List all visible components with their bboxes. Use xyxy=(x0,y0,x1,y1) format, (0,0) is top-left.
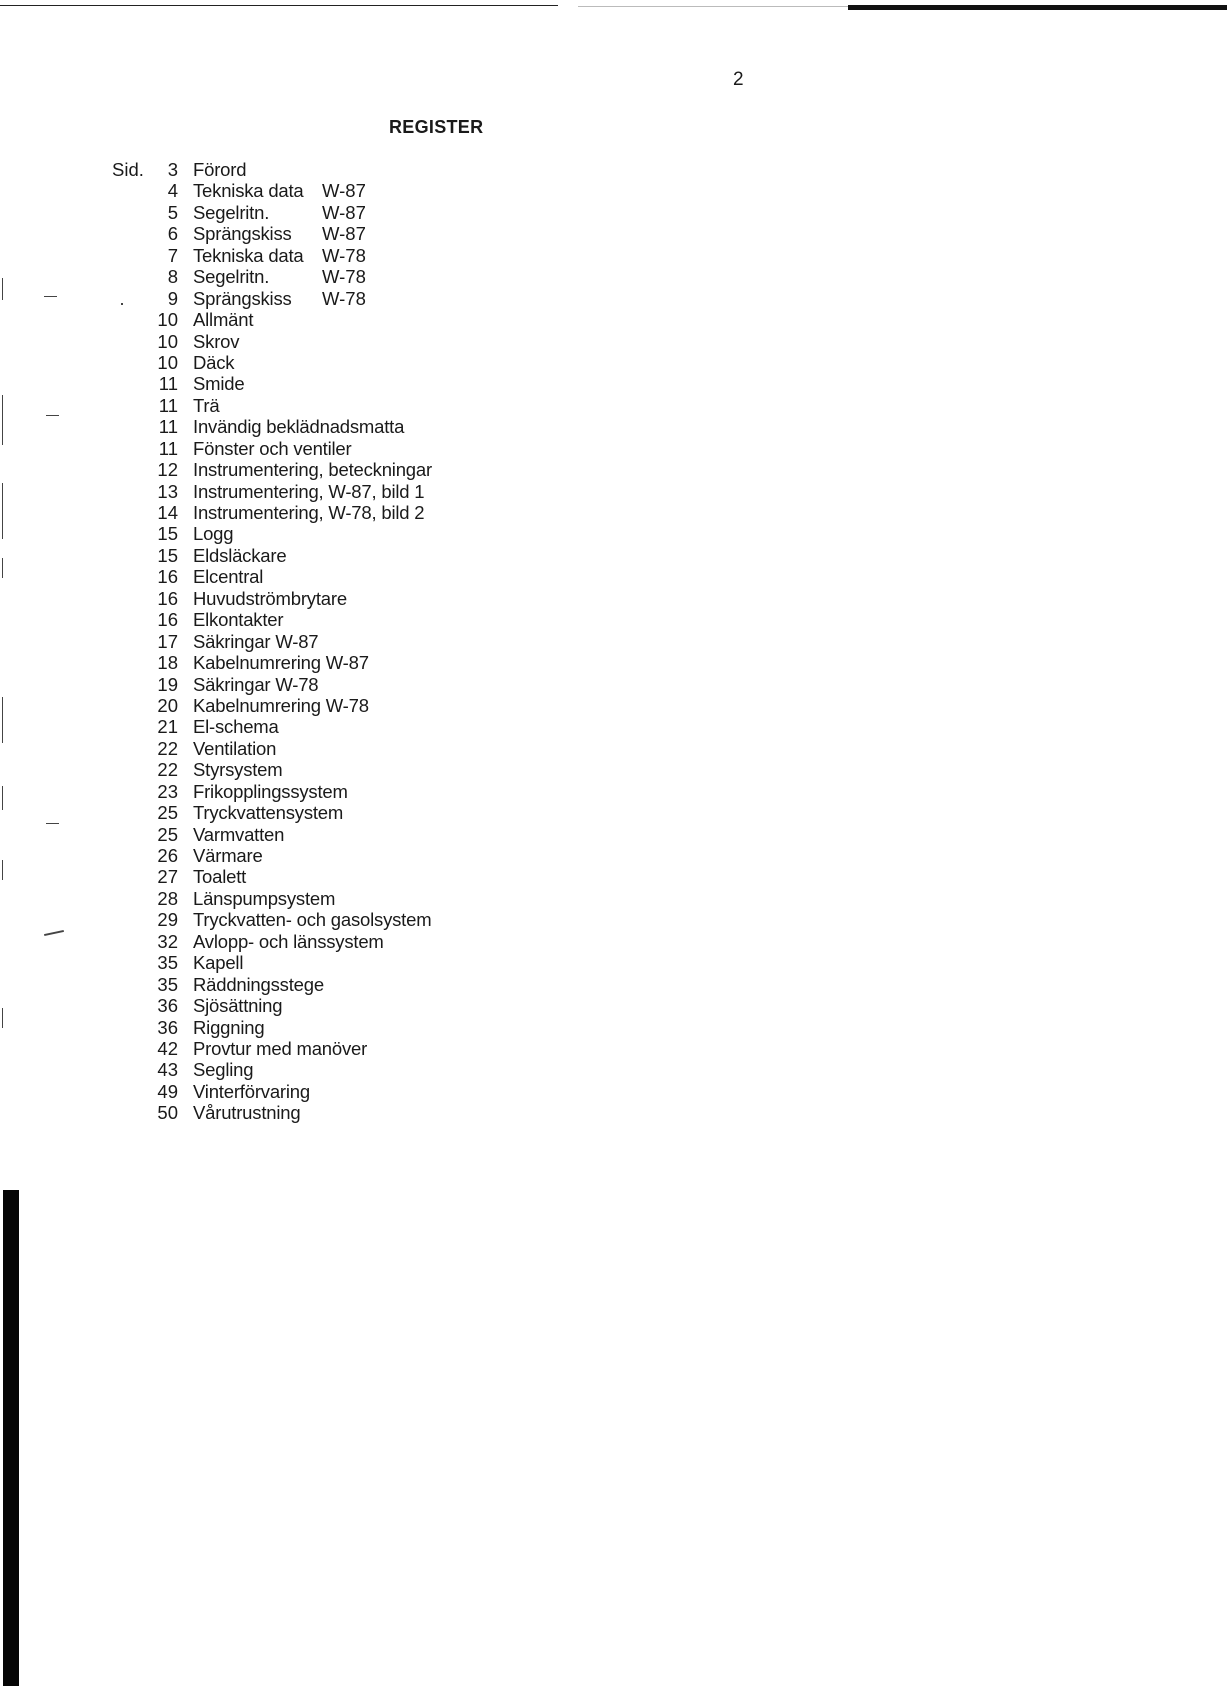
register-entry xyxy=(140,738,432,759)
register-entry xyxy=(140,609,432,630)
register-entry xyxy=(140,1081,432,1102)
entry-title: Huvudströmbrytare xyxy=(193,587,347,609)
entry-page-number: 18 xyxy=(157,652,178,674)
entry-page-number: 21 xyxy=(157,716,178,738)
register-entry xyxy=(140,395,432,416)
entry-page-number: 10 xyxy=(157,330,178,352)
entry-title: Instrumentering, beteckningar xyxy=(193,459,432,481)
register-list xyxy=(140,159,432,1124)
entry-title: Förord xyxy=(193,159,247,180)
entry-page-number: 27 xyxy=(157,866,178,888)
register-entry xyxy=(140,1059,432,1080)
register-entry xyxy=(140,331,432,352)
entry-page-number: 7 xyxy=(167,244,178,266)
scan-edge-bar xyxy=(848,5,1227,10)
entry-page-number: 3 xyxy=(167,159,178,180)
entry-title: Segelritn. xyxy=(193,266,270,288)
entry-page-number: 10 xyxy=(157,309,178,331)
entry-page-number: 25 xyxy=(157,802,178,824)
entry-page-number: 13 xyxy=(157,480,178,502)
entry-page-number: 22 xyxy=(157,759,178,781)
margin-mark xyxy=(2,278,3,300)
entry-title: Varmvatten xyxy=(193,823,285,845)
register-entry xyxy=(140,695,432,716)
entry-page-number: 49 xyxy=(157,1080,178,1102)
register-entry xyxy=(140,309,432,330)
register-entry xyxy=(140,438,432,459)
entry-page-number: 5 xyxy=(167,201,178,223)
entry-model: W-87 xyxy=(322,201,366,223)
entry-page-number: 6 xyxy=(167,223,178,245)
register-entry xyxy=(140,180,432,201)
entry-title: Tekniska data xyxy=(193,180,304,202)
register-entry xyxy=(140,995,432,1016)
entry-page-number: 16 xyxy=(157,587,178,609)
register-entry xyxy=(140,716,432,737)
register-entry xyxy=(140,781,432,802)
entry-page-number: 29 xyxy=(157,909,178,931)
entry-title: Logg xyxy=(193,523,234,545)
entry-title: Fönster och ventiler xyxy=(193,437,352,459)
entry-title: Vinterförvaring xyxy=(193,1080,310,1102)
entry-page-number: 15 xyxy=(157,523,178,545)
margin-mark xyxy=(2,786,3,810)
entry-title: Segling xyxy=(193,1059,254,1081)
scan-edge-line xyxy=(578,6,848,7)
register-entry xyxy=(140,845,432,866)
register-entry xyxy=(140,266,432,287)
entry-title: Frikopplingssystem xyxy=(193,780,348,802)
entry-title: Kabelnumrering W-78 xyxy=(193,694,369,716)
margin-mark xyxy=(2,697,3,743)
entry-title: Däck xyxy=(193,351,235,373)
register-entry xyxy=(140,202,432,223)
margin-mark xyxy=(2,483,3,539)
entry-page-number: 26 xyxy=(157,845,178,866)
entry-title: Sprängskiss xyxy=(193,223,292,245)
register-entry xyxy=(140,159,432,180)
entry-model: W-78 xyxy=(322,287,366,309)
entry-page-number: 42 xyxy=(157,1037,178,1059)
entry-page-number: 35 xyxy=(157,952,178,974)
entry-title: Avlopp- och länssystem xyxy=(193,930,384,952)
register-entry xyxy=(140,824,432,845)
margin-mark xyxy=(44,296,57,297)
entry-model: W-87 xyxy=(322,180,366,202)
entry-title: Tryckvatten- och gasolsystem xyxy=(193,909,432,931)
entry-page-number: 36 xyxy=(157,995,178,1017)
register-entry xyxy=(140,416,432,437)
entry-page-number: 50 xyxy=(157,1102,178,1124)
entry-title: Tekniska data xyxy=(193,244,304,266)
entry-page-number: 43 xyxy=(157,1059,178,1081)
page-title: REGISTER xyxy=(389,117,484,137)
entry-title: Sprängskiss xyxy=(193,287,292,309)
register-entry xyxy=(140,588,432,609)
margin-mark xyxy=(44,930,64,936)
entry-title: Allmänt xyxy=(193,309,254,331)
entry-title: Elcentral xyxy=(193,566,264,588)
register-entry xyxy=(140,802,432,823)
register-entry xyxy=(140,909,432,930)
entry-title: Länspumpsystem xyxy=(193,887,336,909)
entry-page-number: 11 xyxy=(158,373,178,395)
entry-model: W-78 xyxy=(322,244,366,266)
register-entry xyxy=(140,866,432,887)
margin-mark xyxy=(121,303,123,305)
register-entry xyxy=(140,523,432,544)
register-entry xyxy=(140,502,432,523)
entry-page-number: 8 xyxy=(167,266,178,288)
entry-page-number: 19 xyxy=(157,673,178,695)
entry-page-number: 32 xyxy=(157,930,178,952)
entry-model: W-78 xyxy=(322,266,366,288)
register-entry xyxy=(140,245,432,266)
entry-title: Värmare xyxy=(193,845,263,866)
page-number: 2 xyxy=(733,69,744,90)
register-entry xyxy=(140,481,432,502)
margin-mark xyxy=(46,823,59,824)
entry-title: Provtur med manöver xyxy=(193,1037,368,1059)
entry-page-number: 11 xyxy=(158,394,178,416)
entry-page-number: 17 xyxy=(157,630,178,652)
entry-title: Styrsystem xyxy=(193,759,283,781)
entry-page-number: 16 xyxy=(157,566,178,588)
margin-mark xyxy=(46,415,59,416)
scan-edge-line xyxy=(0,5,558,6)
register-entry xyxy=(140,288,432,309)
register-entry xyxy=(140,1017,432,1038)
entry-page-number: 22 xyxy=(157,737,178,759)
register-entry xyxy=(140,459,432,480)
register-entry xyxy=(140,652,432,673)
entry-title: Segelritn. xyxy=(193,201,270,223)
register-entry xyxy=(140,674,432,695)
scan-binding-shadow xyxy=(3,1190,19,1686)
entry-title: Säkringar W-78 xyxy=(193,673,319,695)
entry-page-number: 4 xyxy=(167,180,178,202)
entry-title: Säkringar W-87 xyxy=(193,630,319,652)
register-entry xyxy=(140,759,432,780)
entry-title: Kapell xyxy=(193,952,244,974)
entry-page-number: 35 xyxy=(157,973,178,995)
entry-title: Elkontakter xyxy=(193,609,284,631)
register-entry xyxy=(140,631,432,652)
entry-page-number: 11 xyxy=(158,437,178,459)
register-entry xyxy=(140,223,432,244)
entry-page-number: 11 xyxy=(158,416,178,438)
entry-model: W-87 xyxy=(322,223,366,245)
entry-title: Vårutrustning xyxy=(193,1102,301,1124)
entry-title: Trä xyxy=(193,394,220,416)
sid-label: Sid. xyxy=(112,159,144,180)
entry-page-number: 25 xyxy=(157,823,178,845)
margin-mark xyxy=(2,860,3,880)
entry-title: Riggning xyxy=(193,1016,265,1038)
entry-page-number: 28 xyxy=(157,887,178,909)
entry-title: Räddningsstege xyxy=(193,973,324,995)
register-entry xyxy=(140,931,432,952)
entry-title: El-schema xyxy=(193,716,279,738)
register-entry xyxy=(140,952,432,973)
margin-mark xyxy=(2,395,3,445)
entry-page-number: 15 xyxy=(157,544,178,566)
register-entry xyxy=(140,373,432,394)
margin-mark xyxy=(2,1008,3,1028)
register-entry xyxy=(140,1102,432,1123)
entry-title: Instrumentering, W-78, bild 2 xyxy=(193,502,425,523)
entry-title: Kabelnumrering W-87 xyxy=(193,652,369,674)
entry-title: Ventilation xyxy=(193,737,277,759)
entry-page-number: 9 xyxy=(167,287,178,309)
entry-page-number: 23 xyxy=(157,780,178,802)
entry-page-number: 20 xyxy=(157,694,178,716)
register-entry xyxy=(140,566,432,587)
entry-title: Eldsläckare xyxy=(193,544,287,566)
register-entry xyxy=(140,1038,432,1059)
entry-page-number: 12 xyxy=(157,459,178,481)
entry-title: Toalett xyxy=(193,866,247,888)
entry-title: Sjösättning xyxy=(193,995,283,1017)
entry-page-number: 36 xyxy=(157,1016,178,1038)
entry-title: Tryckvattensystem xyxy=(193,802,344,824)
entry-title: Skrov xyxy=(193,330,240,352)
register-entry xyxy=(140,888,432,909)
register-entry xyxy=(140,545,432,566)
entry-page-number: 14 xyxy=(157,502,178,523)
register-entry xyxy=(140,974,432,995)
entry-title: Invändig beklädnadsmatta xyxy=(193,416,405,438)
entry-page-number: 10 xyxy=(157,351,178,373)
entry-title: Instrumentering, W-87, bild 1 xyxy=(193,480,425,502)
margin-mark xyxy=(2,558,3,578)
entry-page-number: 16 xyxy=(157,609,178,631)
entry-title: Smide xyxy=(193,373,245,395)
register-entry xyxy=(140,352,432,373)
